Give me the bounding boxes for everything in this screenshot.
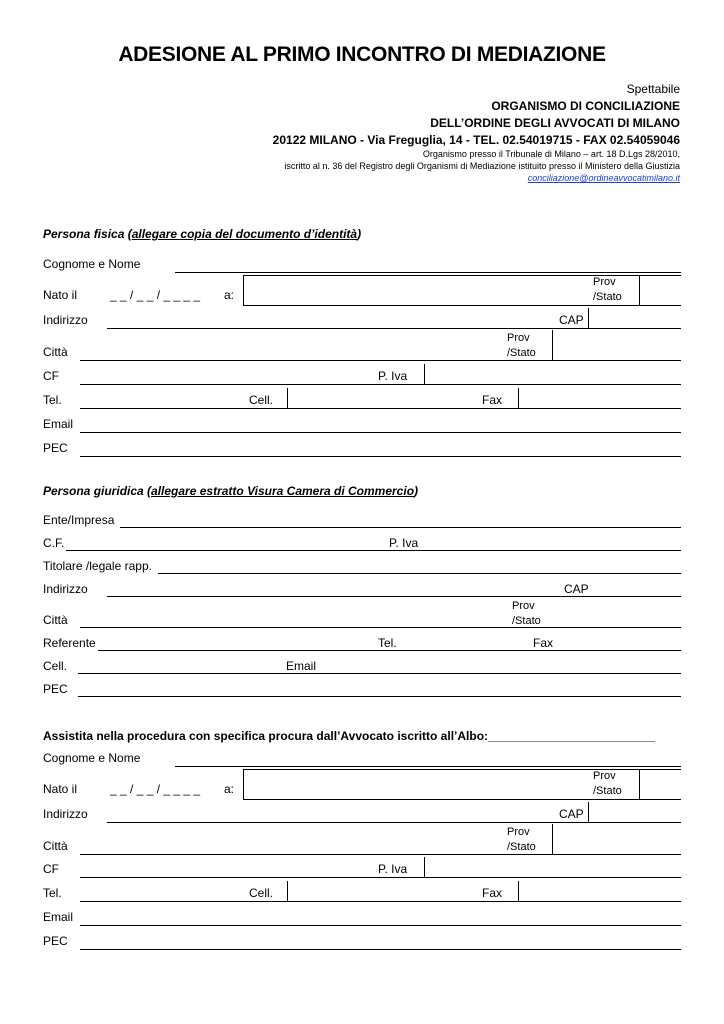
section-persona-giuridica-note: allegare estratto Visura Camera di Commercio [151, 484, 415, 498]
av-citta-label: Città [43, 839, 68, 853]
pf-cognome-nome-field[interactable] [175, 272, 681, 273]
av-tel-field[interactable] [80, 901, 681, 902]
av-indirizzo-field[interactable] [107, 822, 681, 823]
av-cap-label: CAP [559, 807, 584, 821]
pf-cell-label: Cell. [249, 393, 274, 407]
pf-cf-label: CF [43, 369, 59, 383]
av-divider [552, 824, 553, 855]
pf-citta-label: Città [43, 345, 68, 359]
pf-divider [287, 388, 288, 409]
pg-cell-field[interactable] [78, 673, 681, 674]
av-cognome-nome-field[interactable] [175, 766, 681, 767]
av-divider [287, 881, 288, 902]
recipient-greeting: Spettabile [626, 82, 680, 96]
section-persona-fisica-note: allegare copia del documento d’identità [131, 227, 358, 241]
av-divider [639, 769, 640, 800]
pg-piva-label: P. Iva [389, 536, 419, 550]
section-avvocato: Assistita nella procedura con specifica procura dall’Avvocato iscritto all’Albo:_________________________ [43, 729, 655, 743]
pf-tel-field[interactable] [80, 408, 681, 409]
recipient-note-1: Organismo presso il Tribunale di Milano – art. 18 D.Lgs 28/2010, [422, 149, 680, 159]
pf-divider [243, 275, 244, 306]
recipient-note-2: iscritto al n. 36 del Registro degli Organismi di Mediazione istituito presso il Ministero della Giustizia [284, 161, 680, 171]
av-luogo-label: a: [224, 782, 235, 796]
av-stato2-label: /Stato [507, 841, 536, 853]
pg-fax-label: Fax [533, 636, 554, 650]
pg-cf-field[interactable] [66, 550, 681, 551]
av-cognome-nome-label: Cognome e Nome [43, 751, 141, 765]
av-stato-label: /Stato [593, 785, 622, 797]
av-prov2-label: Prov [507, 826, 530, 838]
pf-nato-il-label: Nato il [43, 288, 78, 302]
pg-cf-label: C.F. [43, 536, 65, 550]
pg-titolare-field[interactable] [158, 573, 681, 574]
pf-tel-label: Tel. [43, 393, 62, 407]
pf-cf-field[interactable] [80, 384, 681, 385]
section-persona-giuridica: Persona giuridica (allegare estratto Visura Camera di Commercio) [43, 484, 419, 498]
pf-prov2-label: Prov [507, 332, 530, 344]
pg-indirizzo-label: Indirizzo [43, 582, 88, 596]
pf-luogo-label: a: [224, 288, 235, 302]
pf-stato2-label: /Stato [507, 347, 536, 359]
pf-divider [552, 330, 553, 361]
pf-date-mask[interactable]: _ _ / _ _ / _ _ _ _ [110, 288, 201, 302]
pg-citta-field[interactable] [80, 627, 681, 628]
recipient-email-link[interactable]: conciliazione@ordineavvocatimilano.it [527, 173, 680, 183]
av-indirizzo-label: Indirizzo [43, 807, 88, 821]
pf-cap-label: CAP [559, 313, 584, 327]
pf-stato-label: /Stato [593, 291, 622, 303]
pf-pec-field[interactable] [80, 456, 681, 457]
av-nato-il-label: Nato il [43, 782, 78, 796]
pf-divider [588, 308, 589, 329]
pf-prov-label: Prov [593, 276, 616, 288]
pg-referente-label: Referente [43, 636, 96, 650]
av-divider [518, 881, 519, 902]
pg-citta-label: Città [43, 613, 68, 627]
av-email-field[interactable] [80, 925, 681, 926]
pf-divider [424, 364, 425, 385]
pg-email-label: Email [286, 659, 317, 673]
av-luogo-field[interactable] [243, 799, 681, 800]
pg-pec-label: PEC [43, 682, 68, 696]
av-divider [243, 769, 244, 800]
pg-referente-field[interactable] [98, 650, 681, 651]
pg-cap-label: CAP [564, 582, 589, 596]
pg-ente-field[interactable] [120, 527, 681, 528]
pf-luogo-field[interactable] [243, 305, 681, 306]
av-divider [588, 802, 589, 823]
av-pec-field[interactable] [80, 949, 681, 950]
pf-email-label: Email [43, 417, 74, 431]
av-cf-field[interactable] [80, 877, 681, 878]
pg-stato-label: /Stato [512, 615, 541, 627]
av-piva-label: P. Iva [378, 862, 408, 876]
section-persona-fisica: Persona fisica (allegare copia del documento d’identità) [43, 227, 362, 241]
pg-pec-field[interactable] [78, 696, 681, 697]
pg-indirizzo-field[interactable] [107, 596, 681, 597]
pg-titolare-label: Titolare /legale rapp. [43, 559, 152, 573]
pf-cognome-nome-label: Cognome e Nome [43, 257, 141, 271]
av-email-label: Email [43, 910, 74, 924]
pf-citta-field[interactable] [80, 360, 681, 361]
av-tel-label: Tel. [43, 886, 62, 900]
recipient-org-2: DELL’ORDINE DEGLI AVVOCATI DI MILANO [430, 116, 680, 130]
recipient-address: 20122 MILANO - Via Freguglia, 14 - TEL. 02.54019715 - FAX 02.54059046 [272, 133, 680, 147]
pf-divider [639, 275, 640, 306]
pf-fax-label: Fax [482, 393, 503, 407]
av-divider [424, 857, 425, 878]
recipient-org-1: ORGANISMO DI CONCILIAZIONE [491, 99, 680, 113]
pf-email-field[interactable] [80, 432, 681, 433]
av-prov-label: Prov [593, 770, 616, 782]
av-citta-field[interactable] [80, 854, 681, 855]
av-cf-label: CF [43, 862, 59, 876]
av-pec-label: PEC [43, 934, 68, 948]
av-fax-label: Fax [482, 886, 503, 900]
pf-divider [518, 388, 519, 409]
pg-cell-label: Cell. [43, 659, 68, 673]
pg-ente-label: Ente/Impresa [43, 513, 115, 527]
av-date-mask[interactable]: _ _ / _ _ / _ _ _ _ [110, 782, 201, 796]
pf-pec-label: PEC [43, 441, 68, 455]
pg-tel-label: Tel. [378, 636, 397, 650]
pf-indirizzo-label: Indirizzo [43, 313, 88, 327]
page-title: ADESIONE AL PRIMO INCONTRO DI MEDIAZIONE [118, 43, 606, 66]
pf-piva-label: P. Iva [378, 369, 408, 383]
av-cell-label: Cell. [249, 886, 274, 900]
pf-indirizzo-field[interactable] [107, 328, 681, 329]
pg-prov-label: Prov [512, 600, 535, 612]
